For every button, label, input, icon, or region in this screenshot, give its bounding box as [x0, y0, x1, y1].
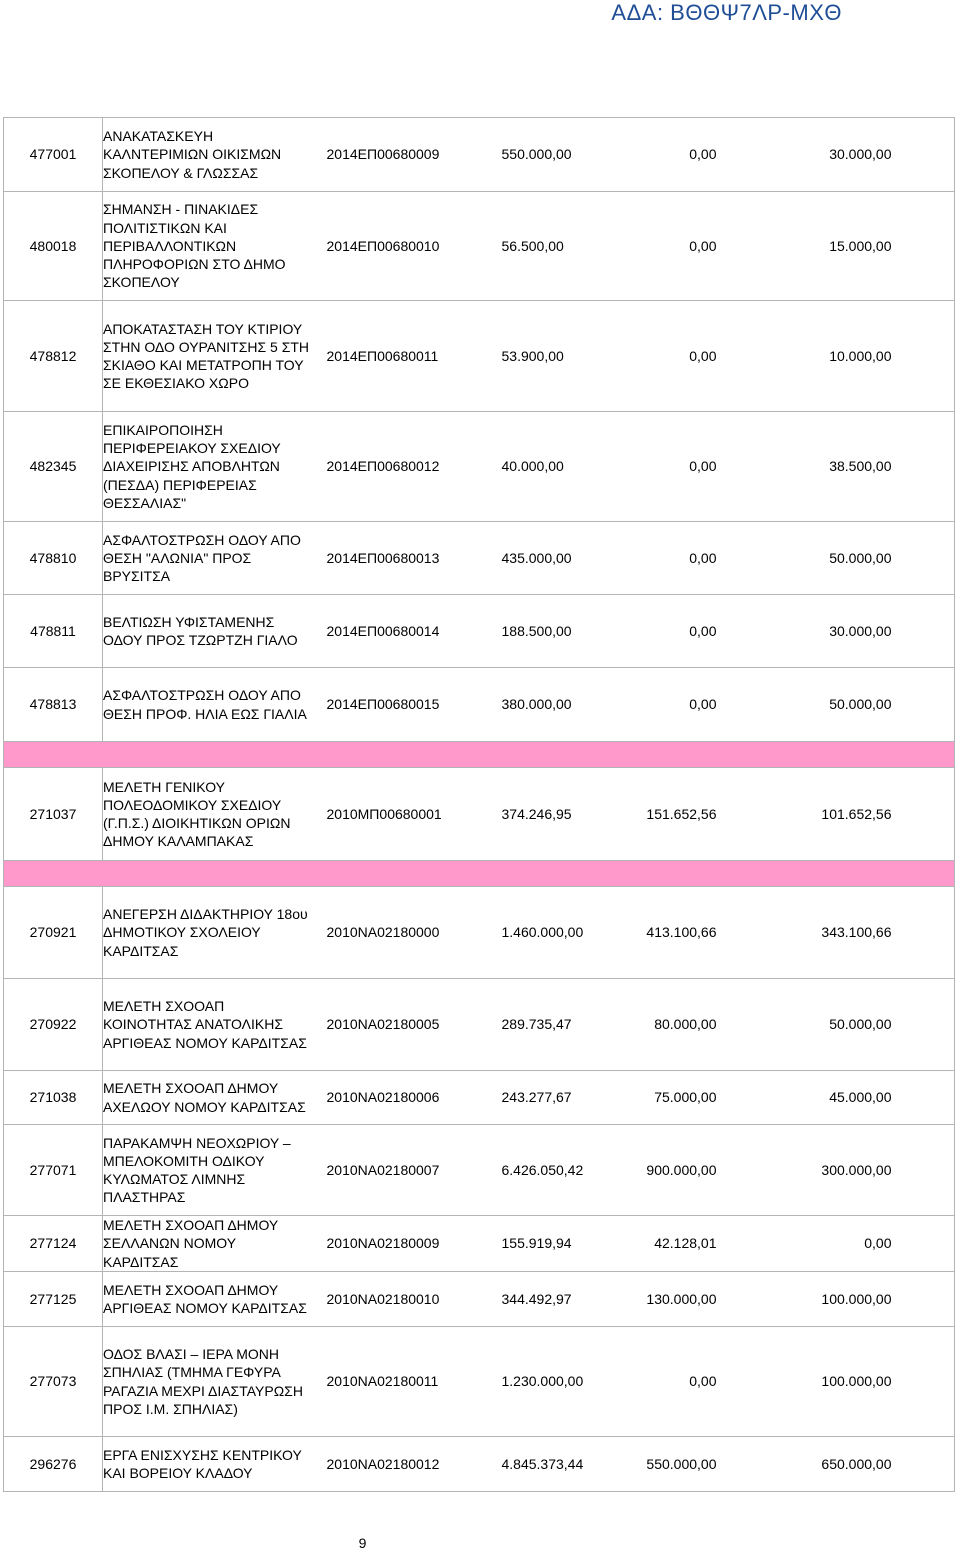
table-row — [4, 1216, 955, 1272]
project-code: 2010ΝΑ02180011 — [326, 1373, 439, 1390]
budget-value: 56.500,00 — [501, 237, 564, 254]
description-cell: ΜΕΛΕΤΗ ΣΧΟΟΑΠ ΔΗΜΟΥ ΣΕΛΛΑΝΩΝ ΝΟΜΟΥ ΚΑΡΔΙΤΣΑΣ — [103, 1216, 315, 1272]
amounts-cell — [315, 412, 955, 522]
amounts-cell — [315, 768, 955, 861]
credit-value: 300.000,00 — [821, 1161, 892, 1178]
code-cell: 478811 — [4, 595, 103, 668]
table-row — [4, 192, 955, 301]
separator-cell — [4, 742, 955, 768]
project-code: 2010ΝΑ02180010 — [326, 1290, 440, 1307]
paid-value: 413.100,66 — [646, 924, 717, 941]
budget-value: 1.460.000,00 — [501, 924, 584, 941]
credit-value: 30.000,00 — [829, 146, 892, 163]
amounts-cell — [315, 1272, 955, 1327]
code-cell: 277125 — [4, 1272, 103, 1327]
paid-value: 0,00 — [689, 146, 717, 163]
project-code: 2014ΕΠ00680015 — [326, 696, 440, 713]
project-code: 2010ΜΠ00680001 — [326, 805, 442, 822]
paid-value: 0,00 — [689, 347, 717, 364]
description-cell: ΜΕΛΕΤΗ ΣΧΟΟΑΠ ΚΟΙΝΟΤΗΤΑΣ ΑΝΑΤΟΛΙΚΗΣ ΑΡΓΙΘΕΑΣ ΝΟΜΟΥ ΚΑΡΔΙΤΣΑΣ — [103, 979, 315, 1071]
description-cell: ΑΣΦΑΛΤΟΣΤΡΩΣΗ ΟΔΟΥ ΑΠΟ ΘΕΣΗ "ΑΛΩΝΙΑ" ΠΡΟΣ ΒΡΥΣΙΤΣΑ — [103, 522, 315, 595]
credit-value: 0,00 — [864, 1235, 892, 1252]
section-separator — [4, 861, 955, 887]
budget-value: 155.919,94 — [501, 1235, 572, 1252]
table-row — [4, 118, 955, 192]
description-cell: ΜΕΛΕΤΗ ΣΧΟΟΑΠ ΔΗΜΟΥ ΑΡΓΙΘΕΑΣ ΝΟΜΟΥ ΚΑΡΔΙΤΣΑΣ — [103, 1272, 315, 1327]
budget-value: 344.492,97 — [501, 1290, 572, 1307]
amounts-cell — [315, 301, 955, 412]
code-cell: 277071 — [4, 1125, 103, 1216]
amounts-cell — [315, 1125, 955, 1216]
table-row — [4, 768, 955, 861]
description-cell: ΑΝΕΓΕΡΣΗ ΔΙΔΑΚΤΗΡΙΟΥ 18ου ΔΗΜΟΤΙΚΟΥ ΣΧΟΛΕΙΟΥ ΚΑΡΔΙΤΣΑΣ — [103, 887, 315, 979]
budget-value: 188.500,00 — [501, 622, 572, 639]
paid-value: 900.000,00 — [646, 1161, 717, 1178]
table-row — [4, 887, 955, 979]
amounts-cell — [315, 1327, 955, 1437]
project-code: 2010ΝΑ02180007 — [326, 1161, 440, 1178]
project-code: 2014ΕΠ00680013 — [326, 549, 440, 566]
code-cell: 270922 — [4, 979, 103, 1071]
project-code: 2014ΕΠ00680011 — [326, 347, 439, 364]
code-cell: 296276 — [4, 1437, 103, 1492]
amounts-group — [315, 145, 955, 163]
amounts-group — [315, 347, 955, 365]
credit-value: 45.000,00 — [829, 1089, 892, 1106]
budget-value: 435.000,00 — [501, 549, 572, 566]
credit-value: 50.000,00 — [829, 549, 892, 566]
credit-value: 101.652,56 — [821, 805, 892, 822]
budget-value: 243.277,67 — [501, 1089, 572, 1106]
description-cell: ΠΑΡΑΚΑΜΨΗ ΝΕΟΧΩΡΙΟΥ – ΜΠΕΛΟΚΟΜΙΤΗ ΟΔΙΚΟΥ ΚΥΛΩΜΑΤΟΣ ΛΙΜΝΗΣ ΠΛΑΣΤΗΡΑΣ — [103, 1125, 315, 1216]
budget-value: 1.230.000,00 — [501, 1373, 584, 1390]
amounts-group — [315, 622, 955, 640]
paid-value: 80.000,00 — [654, 1016, 717, 1033]
credit-value: 343.100,66 — [821, 924, 892, 941]
project-code: 2010ΝΑ02180009 — [326, 1235, 440, 1252]
amounts-cell — [315, 595, 955, 668]
budget-value: 53.900,00 — [501, 347, 564, 364]
credit-value: 50.000,00 — [829, 1016, 892, 1033]
credit-value: 100.000,00 — [821, 1290, 892, 1307]
budget-value: 550.000,00 — [501, 146, 572, 163]
projects-table — [3, 117, 955, 1492]
table-row — [4, 301, 955, 412]
credit-value: 30.000,00 — [829, 622, 892, 639]
amounts-cell — [315, 668, 955, 742]
paid-value: 42.128,01 — [654, 1235, 717, 1252]
amounts-group — [315, 457, 955, 475]
credit-value: 15.000,00 — [829, 237, 892, 254]
credit-value: 10.000,00 — [829, 347, 892, 364]
description-cell: ΜΕΛΕΤΗ ΣΧΟΟΑΠ ΔΗΜΟΥ ΑΧΕΛΩΟΥ ΝΟΜΟΥ ΚΑΡΔΙΤΣΑΣ — [103, 1071, 315, 1125]
code-cell: 277073 — [4, 1327, 103, 1437]
table-row — [4, 412, 955, 522]
budget-value: 4.845.373,44 — [501, 1455, 584, 1472]
code-cell: 478813 — [4, 668, 103, 742]
table-row — [4, 595, 955, 668]
credit-value: 50.000,00 — [829, 696, 892, 713]
code-cell: 480018 — [4, 192, 103, 301]
table-row — [4, 1437, 955, 1492]
amounts-cell — [315, 522, 955, 595]
paid-value: 0,00 — [689, 237, 717, 254]
paid-value: 0,00 — [689, 696, 717, 713]
project-code: 2014ΕΠ00680012 — [326, 458, 440, 475]
amounts-cell — [315, 1437, 955, 1492]
amounts-cell — [315, 118, 955, 192]
project-code: 2010ΝΑ02180012 — [326, 1455, 440, 1472]
code-cell: 271037 — [4, 768, 103, 861]
amounts-cell — [315, 979, 955, 1071]
table-row — [4, 522, 955, 595]
amounts-group — [315, 805, 955, 823]
project-code: 2014ΕΠ00680010 — [326, 237, 440, 254]
paid-value: 0,00 — [689, 458, 717, 475]
description-cell: ΑΣΦΑΛΤΟΣΤΡΩΣΗ ΟΔΟΥ ΑΠΟ ΘΕΣΗ ΠΡΟΦ. ΗΛΙΑ ΕΩΣ ΓΙΑΛΙΑ — [103, 668, 315, 742]
amounts-group — [315, 237, 955, 255]
table-row — [4, 1272, 955, 1327]
amounts-group — [315, 1372, 955, 1390]
code-cell: 478810 — [4, 522, 103, 595]
paid-value: 0,00 — [689, 622, 717, 639]
table-row — [4, 1071, 955, 1125]
budget-value: 380.000,00 — [501, 696, 572, 713]
code-cell: 271038 — [4, 1071, 103, 1125]
credit-value: 650.000,00 — [821, 1455, 892, 1472]
budget-value: 40.000,00 — [501, 458, 564, 475]
project-code: 2010ΝΑ02180006 — [326, 1089, 440, 1106]
project-code: 2014ΕΠ00680014 — [326, 622, 440, 639]
budget-value: 6.426.050,42 — [501, 1161, 584, 1178]
paid-value: 75.000,00 — [654, 1089, 717, 1106]
separator-cell — [4, 861, 955, 887]
description-cell: ΑΝΑΚΑΤΑΣΚΕΥΗ ΚΑΛΝΤΕΡΙΜΙΩΝ ΟΙΚΙΣΜΩΝ ΣΚΟΠΕΛΟΥ & ΓΛΩΣΣΑΣ — [103, 118, 315, 192]
paid-value: 151.652,56 — [646, 805, 717, 822]
section-separator — [4, 742, 955, 768]
budget-value: 289.735,47 — [501, 1016, 572, 1033]
amounts-group — [315, 1161, 955, 1179]
description-cell: ΒΕΛΤΙΩΣΗ ΥΦΙΣΤΑΜΕΝΗΣ ΟΔΟΥ ΠΡΟΣ ΤΖΩΡΤΖΗ ΓΙΑΛΟ — [103, 595, 315, 668]
amounts-group — [315, 923, 955, 941]
code-cell: 482345 — [4, 412, 103, 522]
description-cell: ΜΕΛΕΤΗ ΓΕΝΙΚΟΥ ΠΟΛΕΟΔΟΜΙΚΟΥ ΣΧΕΔΙΟΥ (Γ.Π.Σ.) ΔΙΟΙΚΗΤΙΚΩΝ ΟΡΙΩΝ ΔΗΜΟΥ ΚΑΛΑΜΠΑΚΑΣ — [103, 768, 315, 861]
amounts-cell — [315, 1071, 955, 1125]
credit-value: 38.500,00 — [829, 458, 892, 475]
code-cell: 270921 — [4, 887, 103, 979]
description-cell: ΕΠΙΚΑΙΡΟΠΟΙΗΣΗ ΠΕΡΙΦΕΡΕΙΑΚΟΥ ΣΧΕΔΙΟΥ ΔΙΑΧΕΙΡΙΣΗΣ ΑΠΟΒΛΗΤΩΝ (ΠΕΣΔΑ) ΠΕΡΙΦΕΡΕΙΑΣ ΘΕΣΣΑΛΙΑΣ" — [103, 412, 315, 522]
description-cell: ΣΗΜΑΝΣΗ - ΠΙΝΑΚΙΔΕΣ ΠΟΛΙΤΙΣΤΙΚΩΝ ΚΑΙ ΠΕΡΙΒΑΛΛΟΝΤΙΚΩΝ ΠΛΗΡΟΦΟΡΙΩΝ ΣΤΟ ΔΗΜΟ ΣΚΟΠΕΛΟΥ — [103, 192, 315, 301]
table-row — [4, 1327, 955, 1437]
amounts-group — [315, 695, 955, 713]
code-cell: 478812 — [4, 301, 103, 412]
paid-value: 0,00 — [689, 549, 717, 566]
amounts-cell — [315, 1216, 955, 1272]
page-number: 9 — [358, 1535, 367, 1551]
description-cell: ΑΠΟΚΑΤΑΣΤΑΣΗ ΤΟΥ ΚΤΙΡΙΟΥ ΣΤΗΝ ΟΔΟ ΟΥΡΑΝΙΤΣΗΣ 5 ΣΤΗ ΣΚΙΑΘΟ ΚΑΙ ΜΕΤΑΤΡΟΠΗ ΤΟΥ ΣΕ ΕΚΘΕΣΙΑΚΟ ΧΩΡΟ — [103, 301, 315, 412]
amounts-group — [315, 549, 955, 567]
code-cell: 277124 — [4, 1216, 103, 1272]
table-row — [4, 979, 955, 1071]
project-code: 2014ΕΠ00680009 — [326, 146, 440, 163]
table-row — [4, 668, 955, 742]
ada-code: ΑΔΑ: ΒΘΘΨ7ΛΡ-ΜΧΘ — [611, 0, 842, 25]
table-row — [4, 1125, 955, 1216]
project-code: 2010ΝΑ02180005 — [326, 1016, 440, 1033]
code-cell: 477001 — [4, 118, 103, 192]
credit-value: 100.000,00 — [821, 1373, 892, 1390]
amounts-cell — [315, 192, 955, 301]
description-cell: ΕΡΓΑ ΕΝΙΣΧΥΣΗΣ ΚΕΝΤΡΙΚΟΥ ΚΑΙ ΒΟΡΕΙΟΥ ΚΛΑΔΟΥ — [103, 1437, 315, 1492]
amounts-group — [315, 1290, 955, 1308]
budget-value: 374.246,95 — [501, 805, 572, 822]
description-cell: ΟΔΟΣ ΒΛΑΣΙ – ΙΕΡΑ ΜΟΝΗ ΣΠΗΛΙΑΣ (ΤΜΗΜΑ ΓΕΦΥΡΑ ΡΑΓΑΖΙΑ ΜΕΧΡΙ ΔΙΑΣΤΑΥΡΩΣΗ ΠΡΟΣ Ι.Μ. ΣΠΗΛΙΑΣ) — [103, 1327, 315, 1437]
amounts-cell — [315, 887, 955, 979]
amounts-group — [315, 1455, 955, 1473]
paid-value: 550.000,00 — [646, 1455, 717, 1472]
project-code: 2010ΝΑ02180000 — [326, 924, 440, 941]
amounts-group — [315, 1088, 955, 1106]
amounts-group — [315, 1015, 955, 1033]
paid-value: 130.000,00 — [646, 1290, 717, 1307]
amounts-group — [315, 1234, 955, 1252]
paid-value: 0,00 — [689, 1373, 717, 1390]
